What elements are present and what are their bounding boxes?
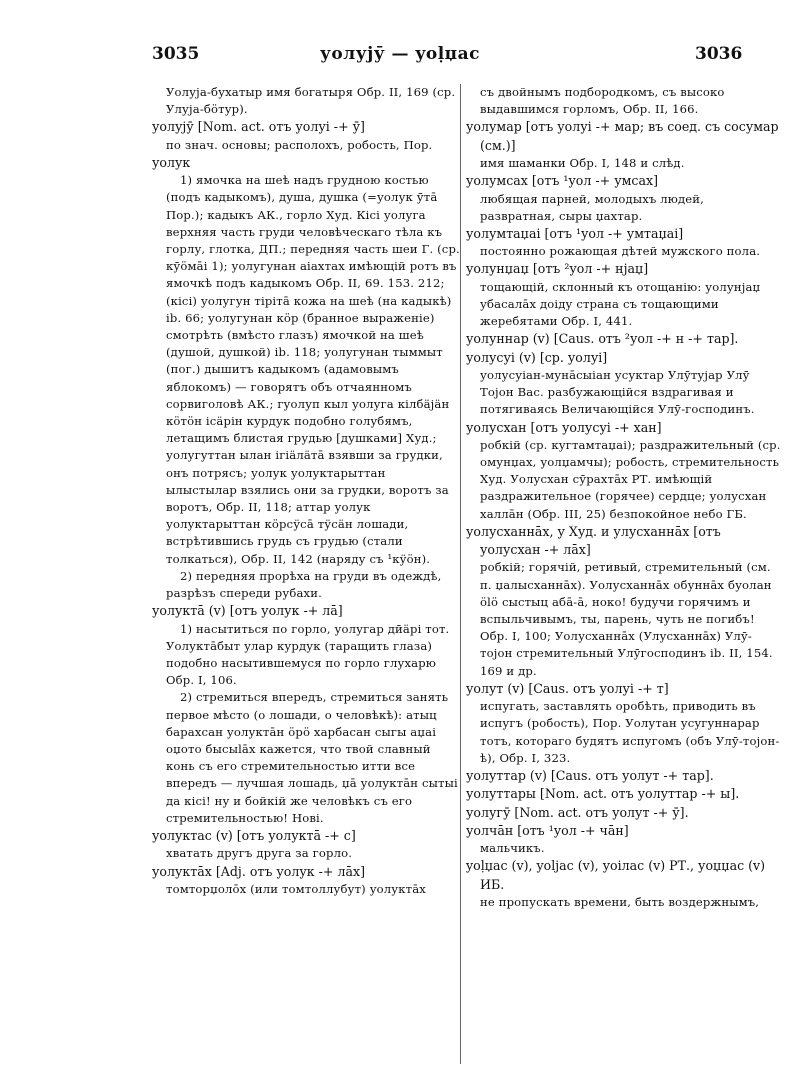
entry-text: 1) насытиться по горло, уолугар дӣäрі тот. Уолуктāбыт улар курдук (таращить глаза) подобно насытившемуся по горло глухарю Обр. I, 106. bbox=[166, 621, 450, 688]
left-column bbox=[152, 84, 460, 1067]
entry-text: 1) ямочка на шеѣ надъ грудною костью (подъ кадыкомъ), душа, душка (=уолук ӯтā Пор.); кадыкъ АК., горло Худ. Кісі уолуга верхняя часть груди человѣческаго тѣла къ горлу, глотка, ДП.; передняя часть шеи Г. (ср. кӯӧмāі 1); уолугунан аіахтах имѣющій ротъ въ ямочкѣ подъ кадыкомъ Обр. II, 69. 153. 212; (кісі) уолугун тірітā кожа на шеѣ (на кадыкѣ) ib. 66; уолугунан кӧр (бранное выраженіе) смотрѣть (вмѣсто глазъ) ямочкой на шеѣ (душой, душкой) ib. 118; уолугунан тыммыт (пог.) дышитъ кадыкомъ (адамовымъ яблокомъ) — говорятъ объ отчаянномъ сорвиголовѣ АК.; гуолуп кыл уолуга кілбäјäн кӧтӧн ісäрін курдук подобно голубямъ, летащимъ блистая грудью [душками] Худ.; уолугуттан ылан ігіäлäтā взявши за грудки, онъ потрясъ; уолук уолуктарыттан ылыстылар взялись они за грудки, воротъ за воротъ, Обр. II, 118; аттар уолук уолуктарыттан кӧрсӱсā тӱсäн лошади, встрѣтившись грудь съ грудью (стали толкаться), Обр. II, 142 (наряду съ ¹кӱӧн). bbox=[166, 173, 460, 566]
entry-text: имя шаманки Обр. I, 148 и слѣд. bbox=[480, 156, 685, 170]
entry-headword: уолуттары [Nom. act. отъ уолуттар -+ ы]. bbox=[466, 786, 740, 802]
right-column bbox=[466, 84, 782, 1067]
entry-headword: уолчāн [отъ ¹уол -+ чāн] bbox=[466, 822, 629, 838]
column-divider bbox=[460, 84, 461, 1064]
entry-headword: уолусханнāх, у Худ. и улусханнāх [отъ уолусхан -+ лāх] bbox=[466, 523, 721, 558]
entry-headword: уолугӯ [Nom. act. отъ уолут -+ ӯ]. bbox=[466, 804, 689, 820]
entry-headword: уолусуі (v) [ср. уолуі] bbox=[466, 349, 608, 365]
entry-text: уолусуіан-мунāсыіан усуктар Улӯтујар Улӯ Тојон Вас. разбужающійся вздрагивая и потягиваясь Величающійся Улӯ-господинъ. bbox=[480, 367, 755, 417]
entry-text: 2) стремиться впередъ, стремиться занять первое мѣсто (о лошади, о человѣкѣ): атыц барахсан уолуктāн ӧрӧ харбасан сыгы аџаі оџото бысыlāх кажется, что твой славный конь съ его стремительностью итти все впередъ — лучшая лошадь, џā уолуктāн сытыі да кісі! ну и бойкій же человѣкъ съ его стремительностью! Нові. bbox=[166, 690, 458, 825]
entry-headword: уолут (v) [Caus. отъ уолуі -+ т] bbox=[466, 680, 669, 696]
entry-headword: уолумсах [отъ ¹уол -+ умсах] bbox=[466, 173, 658, 189]
entry-text: тощающій, склонный къ отощанію: уолунјаџ убасалāх доіду страна съ тощающими жеребятами Обр. I, 441. bbox=[480, 279, 761, 329]
page-header bbox=[0, 44, 800, 68]
entry-headword: уолумар [отъ уолуі -+ мар; въ соед. съ сосумар (см.)] bbox=[466, 119, 779, 153]
entry-headword: уолуттар (v) [Caus. отъ уолут -+ тар]. bbox=[466, 767, 714, 783]
entry-headword: yoḷџас (v), yoljас (v), уоілас (v) РТ., уоџџас (v) ИБ. bbox=[466, 858, 766, 892]
running-title: уолујӯ — yoḷџас bbox=[320, 44, 480, 64]
entry-headword: уолусхан [отъ уолусуі -+ хан] bbox=[466, 419, 662, 435]
entry-text: съ двойнымъ подбородкомъ, съ высоко выдавшимся горломъ, Обр. II, 166. bbox=[480, 85, 725, 117]
entry-headword: уолуктāх [Adj. отъ уолук -+ лāх] bbox=[152, 863, 366, 879]
entry-headword: уолук bbox=[152, 154, 191, 170]
entry-text: постоянно рожающая дѣтей мужского пола. bbox=[480, 244, 761, 259]
entry-text: робкій; горячій, ретивый, стремительный (см. п. џалысханнāх). Уолусханнāх обуннāх буолан ӧlӧ сыстыц абā-ā, ноко! будучи горячимъ и вспыльчивымъ, ты, парень, чуть не погибъ! Обр. I, 100; Уолусханнāх (Улусханнāх) Улӯ-тојон стремительный Улӯгосподинъ ib. II, 154. 169 и др. bbox=[480, 560, 773, 678]
entry-text: робкій (ср. кугтамтаџаі); раздражительный (ср. омунџах, уолџамчы); робость, стремительность Худ. Уолусхан сӯрахтāх РТ. имѣющій раздражительное (горячее) сердце; уолусхан халлāн (Обр. III, 25) безпокойное небо ГБ. bbox=[480, 437, 781, 521]
entry-headword: уолунџаџ [отъ ²уол -+ нјаџ] bbox=[466, 261, 649, 277]
entry-text: 2) передняя прорѣха на груди въ одеждѣ, разрѣзъ спереди рубахи. bbox=[166, 568, 442, 601]
entry-text: испугать, заставлять оробѣть, приводить въ испугъ (робость), Пор. Уолутан усугуннарар тотъ, котораго будятъ испугомъ (объ Улӯ-тојон-ѣ), Обр. I, 323. bbox=[480, 699, 780, 765]
entry-headword: уолујӯ [Nom. act. отъ уолуі -+ ӯ] bbox=[152, 119, 365, 135]
page-number-left: 3035 bbox=[152, 44, 200, 64]
entry-text: мальчикъ. bbox=[480, 841, 545, 856]
entry-text: хватать другъ друга за горло. bbox=[166, 846, 353, 861]
entry-text: томторџолōх (или томтоллубут) уолуктāх bbox=[166, 881, 426, 896]
entry-text: любящая парней, молодыхъ людей, развратная, сыры џахтар. bbox=[480, 191, 705, 223]
entry-text: по знач. основы; располохъ, робость, Пор. bbox=[166, 137, 433, 152]
entry-headword: уолуктас (v) [отъ уолуктā -+ с] bbox=[152, 828, 356, 844]
entry-text: Уолуја-бухатыр имя богатыря Обр. II, 169 (ср. Улуја-бӧтур). bbox=[166, 85, 456, 117]
page-number-right: 3036 bbox=[695, 44, 743, 64]
entry-headword: уолуктā (v) [отъ уолук -+ лā] bbox=[152, 603, 343, 619]
entry-headword: уолуннар (v) [Caus. отъ ²уол -+ н -+ тар]. bbox=[466, 331, 739, 347]
entry-text: не пропускать времени, быть воздержнымъ, bbox=[480, 894, 760, 909]
entry-headword: уолумтаџаі [отъ ¹уол -+ умтаџаі] bbox=[466, 225, 684, 241]
